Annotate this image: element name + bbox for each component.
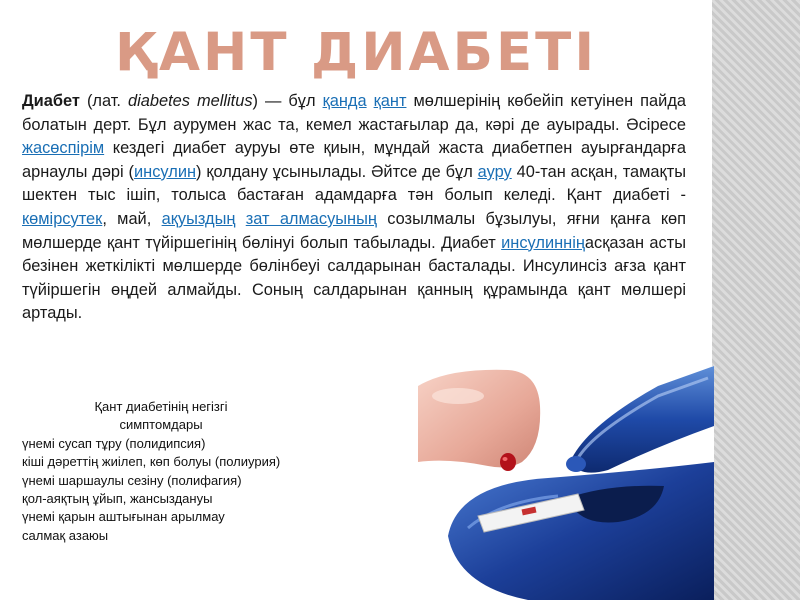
symptom-item: үнемі шаршаулы сезіну (полифагия): [22, 472, 242, 488]
symptoms-heading-line1: Қант диабетінің негізгі: [94, 399, 228, 414]
latin-name: diabetes mellitus: [127, 92, 253, 110]
link-insulinnin[interactable]: инсулиннің: [501, 233, 585, 252]
main-paragraph: [22, 90, 686, 326]
text-span: кездегі диабет ауруы өте қиын, мұндай жаста диабетпен ауырғандарға арнаулы дәрі (: [22, 139, 687, 181]
symptom-item: қол-аяқтың ұйып, жансыздануы: [22, 491, 213, 507]
symptoms-heading-line2: симптомдары: [119, 417, 203, 433]
glucose-meter-photo: [418, 366, 714, 600]
link-zat-almasuy[interactable]: зат алмасуының: [245, 209, 377, 228]
text-span: ) қолдану ұсынылады. Әйтсе де бұл: [196, 162, 473, 181]
symptom-item: салмақ азаюы: [22, 527, 109, 543]
text-span: , май,: [102, 209, 152, 228]
decorative-side-stripe: [712, 0, 800, 600]
text-span: (лат.: [86, 92, 121, 110]
link-akuyzdyn[interactable]: ақуыздың: [161, 209, 236, 228]
symptoms-block: [22, 398, 300, 545]
text-span: 40-тан асқан, тамақты шектен тыс ішіп, толыса бастаған адамдарға тән болып келеді. Қант диабеті -: [22, 162, 687, 205]
link-kant[interactable]: қант: [373, 92, 407, 110]
link-insulin[interactable]: инсулин: [134, 162, 197, 181]
text-span: ) — бұл: [252, 92, 316, 110]
text-span: асқазан асты безінен жеткілікті мөлшерде бөлінбеуі салдарынан басталады. Инсулинсіз ағза қант түйіршегін өңдей алмайды. Соның салдарынан қанның құрамында қант мөлшері артады.: [22, 233, 686, 323]
text-span: созылмалы бұзылуы, яғни қанға көп мөлшерде қант түйіршегінің бөлінуі болып табылады. Диабет: [22, 209, 687, 252]
link-kanda[interactable]: қанда: [322, 92, 367, 110]
symptom-item: кіші дәреттің жиілеп, көп болуы (полиурия): [22, 454, 281, 470]
slide-title: ҚАНТ ДИАБЕТІ: [114, 22, 598, 83]
term-diabetes: Диабет: [22, 92, 80, 110]
link-komirsutek[interactable]: көмірсутек: [22, 209, 103, 228]
symptom-item: үнемі қарын аштығынан арылмау: [22, 509, 225, 525]
link-auru[interactable]: ауру: [477, 162, 512, 181]
symptom-item: үнемі сусап тұру (полидипсия): [22, 435, 206, 451]
link-jasospirim[interactable]: жасөспірім: [22, 139, 105, 158]
text-span: мөлшерінің көбейіп кетуінен пайда болатын дерт. Бұл аурумен жас та, кемел жастағылар да, кәрі де ауырады. Әсіресе: [22, 92, 686, 134]
